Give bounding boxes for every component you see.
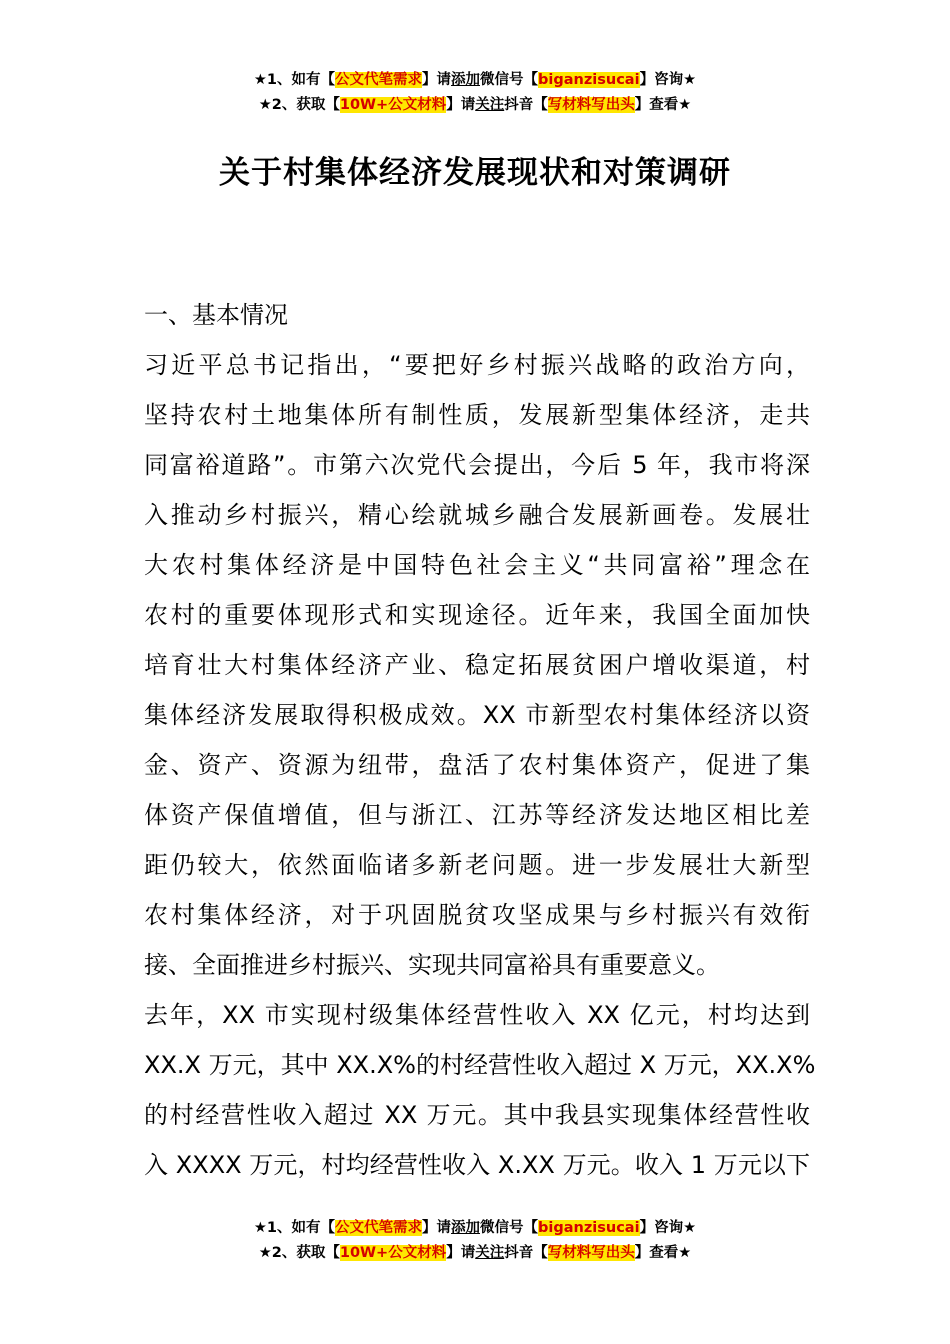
body-line: 入推动乡村振兴，精心绘就城乡融合发展新画卷。发展壮 bbox=[144, 501, 810, 529]
highlight-text: 10W+公文材料 bbox=[339, 97, 447, 113]
body-line: 集体经济发展取得积极成效。XX 市新型农村集体经济以资 bbox=[144, 701, 810, 729]
body-line: 金、资产、资源为纽带，盘活了农村集体资产，促进了集 bbox=[144, 751, 810, 779]
highlight-text: 公文代笔需求 bbox=[335, 1220, 423, 1236]
promo-line-2: ★2、获取【10W+公文材料】请关注抖音【写材料写出头】查看★ bbox=[258, 1245, 692, 1261]
body-line: 大农村集体经济是中国特色社会主义“共同富裕”理念在 bbox=[144, 551, 810, 579]
body-line: 同富裕道路”。市第六次党代会提出，今后 5 年，我市将深 bbox=[144, 451, 810, 479]
highlight-text: 10W+公文材料 bbox=[339, 1245, 447, 1261]
promo-line-1: ★1、如有【公文代笔需求】请添加微信号【biganzisucai】咨询★ bbox=[253, 72, 697, 88]
body-line: 农村的重要体现形式和实现途径。近年来，我国全面加快 bbox=[144, 601, 810, 629]
wechat-id: biganzisucai bbox=[538, 72, 640, 88]
underlined-text: 添加 bbox=[451, 72, 481, 88]
promo-banner-top bbox=[0, 68, 950, 118]
body-line: 距仍较大，依然面临诸多新老问题。进一步发展壮大新型 bbox=[144, 851, 810, 879]
body-line: 习近平总书记指出，“要把好乡村振兴战略的政治方向， bbox=[144, 351, 810, 379]
section-heading: 一、基本情况 bbox=[144, 301, 288, 329]
underlined-text: 关注 bbox=[475, 97, 505, 113]
promo-banner-bottom bbox=[0, 1216, 950, 1266]
body-line: 农村集体经济，对于巩固脱贫攻坚成果与乡村振兴有效衔 bbox=[144, 901, 810, 929]
body-line: XX.X 万元，其中 XX.X%的村经营性收入超过 X 万元，XX.X% bbox=[144, 1051, 816, 1079]
body-line: 去年，XX 市实现村级集体经营性收入 XX 亿元，村均达到 bbox=[144, 1001, 810, 1029]
document-body bbox=[144, 290, 816, 1190]
body-line: 体资产保值增值，但与浙江、江苏等经济发达地区相比差 bbox=[144, 801, 810, 829]
promo-line-2: ★2、获取【10W+公文材料】请关注抖音【写材料写出头】查看★ bbox=[258, 97, 692, 113]
promo-line-1: ★1、如有【公文代笔需求】请添加微信号【biganzisucai】咨询★ bbox=[253, 1220, 697, 1236]
document-title: 关于村集体经济发展现状和对策调研 bbox=[219, 155, 731, 191]
body-line: 坚持农村土地集体所有制性质，发展新型集体经济，走共 bbox=[144, 401, 810, 429]
underlined-text: 关注 bbox=[475, 1245, 505, 1261]
underlined-text: 添加 bbox=[451, 1220, 481, 1236]
douyin-id: 写材料写出头 bbox=[547, 97, 635, 113]
body-line: 入 XXXX 万元，村均经营性收入 X.XX 万元。收入 1 万元以下 bbox=[144, 1151, 810, 1179]
highlight-text: 公文代笔需求 bbox=[335, 72, 423, 88]
wechat-id: biganzisucai bbox=[538, 1220, 640, 1236]
douyin-id: 写材料写出头 bbox=[547, 1245, 635, 1261]
body-line: 接、全面推进乡村振兴、实现共同富裕具有重要意义。 bbox=[144, 951, 720, 979]
body-line: 培育壮大村集体经济产业、稳定拓展贫困户增收渠道，村 bbox=[144, 651, 810, 679]
body-line: 的村经营性收入超过 XX 万元。其中我县实现集体经营性收 bbox=[144, 1101, 810, 1129]
